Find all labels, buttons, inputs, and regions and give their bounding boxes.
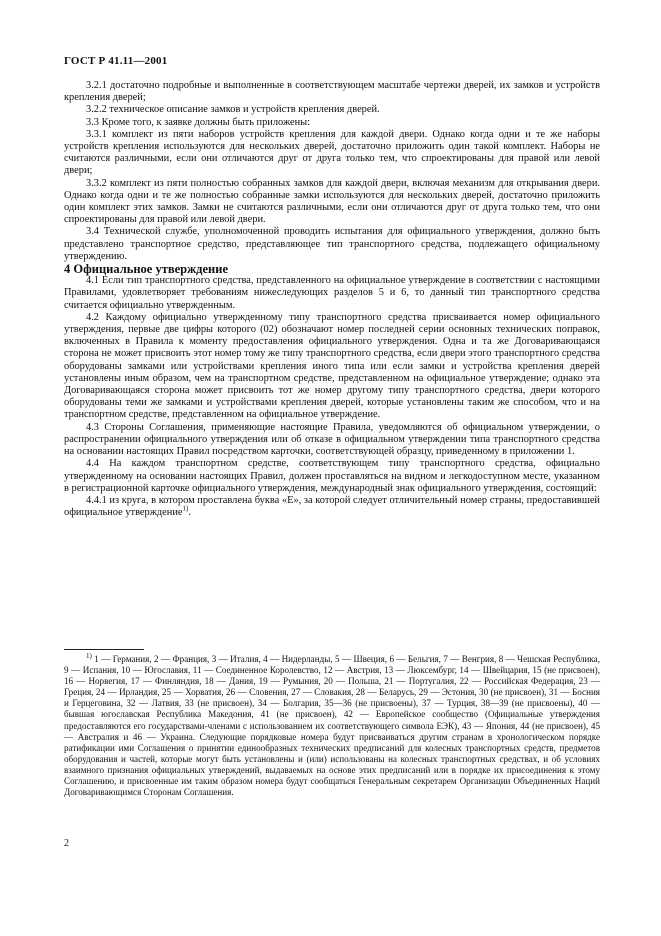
paragraph-3-2-2: 3.2.2 техническое описание замков и устройств крепления дверей. bbox=[86, 104, 380, 116]
footnote-body: 1 — Германия, 2 — Франция, 3 — Италия, 4 — Нидерланды, 5 — Швеция, 6 — Бельгия, 7 — Венгрия, 8 — Чешская Республика, 9 — Испания, 10 — Югославия, 11 — Соединенное Королевство, 12 — Австрия, 13 — Люксембург, 14 — Швейцария, 15 (не присвоен), 16 — Норвегия, 17 — Финляндия, 18 — Дания, 19 — Румыния, 20 — Польша, 21 — Португалия, 22 — Российская Федерация, 23 — Греция, 24 — Ирландия, 25 — Хорватия, 26 — Словения, 27 — Словакия, 28 — Беларусь, 29 — Эстония, 30 (не присвоен), 31 — Босния и Герцеговина, 32 — Латвия, 33 (не присвоен), 34 — Болгария, 35—36 (не присвоены), 37 — Турция, 38—39 (не присвоены), 40 — бывшая югославская Республика Македония, 41 (не присвоен), 42 — Европейское сообщество (Официальные утверждения предоставляются его государствами-членами с использованием их соответствующего символа ЕЭК), 43 — Япония, 44 (не присвоен), 45 — Австралия и 46 — Украина. Следующие порядковые номера будут присваиваться другим странам в хронологическом порядке ратификации ими Соглашения о принятии единообразных технических предписаний для колесных транспортных средств, предметов оборудования и частей, которые могут быть установлены и (или) использованы на колесных транспортных средствах, и об условиях взаимного признания официальных утверждений, выдаваемых на основе этих предписаний или в порядке их присоединения к этому Соглашению, и присвоенные им таким образом номера будут сообщаться Генеральным секретарем Организации Объединенных Наций Договаривающимся Сторонам Соглашения. bbox=[64, 654, 600, 798]
footnote-text bbox=[64, 651, 600, 798]
paragraph-4-4-1: 4.4.1 из круга, в котором проставлена буква «Е», за которой следует отличительный номер страны, предоставившей официальное утверждение$^{1)}$. bbox=[64, 494, 600, 519]
paragraph-4-2: 4.2 Каждому официально утвержденному типу транспортного средства присваивается номер официального утверждения, первые две цифры которого (02) обозначают номер последней серии основных технических поправок, включенных в Правила к моменту предоставления официального утверждения. Одна и та же Договаривающаяся сторона не может присвоить этот номер тому же типу транспортного средства, если двери этого транспортного средства оборудованы замками или устройствами крепления иного типа или если замки и устройства крепления дверей установлены иным образом, чем на транспортном средстве, представленном на официальное утверждение; однако эта Договаривающаяся сторона может присвоить тот же номер другому типу транспортного средства, двери которого оборудованы теми же замками и устройствами крепления дверей, которые установлены таким же способом, что и на транспортном средстве, представленном на официальное утверждение. bbox=[64, 311, 600, 421]
paragraph-4-4-1-text: 4.4.1 из круга, в котором проставлена буква «Е», за которой следует отличительный номер страны, предоставившей официальное утверждение bbox=[64, 494, 600, 519]
paragraph-3-3-2: 3.3.2 комплект из пяти полностью собранных замков для каждой двери, включая механизм для открывания двери. Однако когда одни и те же полностью собранные замки используются для нескольких дверей, достаточно приложить один комплект этих замков. Замки не считаются различными, если они отличаются друг от друга только тем, что они спроектированы для правой или левой двери. bbox=[64, 177, 600, 226]
footnote bbox=[64, 651, 600, 798]
paragraph-3-2-1: 3.2.1 достаточно подробные и выполненные в соответствующем масштабе чертежи дверей, их замков и устройств крепления дверей; bbox=[64, 80, 600, 104]
section-title: 4 Официальное утверждение bbox=[64, 262, 228, 277]
paragraph-3-3: 3.3 Кроме того, к заявке должны быть приложены: bbox=[86, 116, 311, 128]
document-header: ГОСТ Р 41.11—2001 bbox=[64, 55, 168, 67]
document-body bbox=[64, 80, 600, 519]
page-number: 2 bbox=[64, 838, 69, 849]
paragraph-4-3: 4.3 Стороны Соглашения, применяющие настоящие Правила, уведомляются об официальном утверждении, о распространении официального утверждения или об отказе в официальном утверждении типа транспортного средства на основании настоящих Правил посредством карточки, соответствующей образцу, приведенному в приложении 1. bbox=[64, 421, 600, 458]
paragraph-4-4: 4.4 На каждом транспортном средстве, соответствующем типу транспортного средства, официально утвержденному на основании настоящих Правил, должен проставляться на видном и легкодоступном месте, указанном в регистрационной карточке официального утверждения, международный знак официального утверждения, состоящий: bbox=[64, 458, 600, 494]
footnote-marker: 1) bbox=[86, 651, 92, 660]
paragraph-3-4: 3.4 Технической службе, уполномоченной проводить испытания для официального утверждения, должно быть представлено транспортное средство, представляющее тип транспортного средства, подлежащего официальному утверждению. bbox=[64, 226, 600, 262]
footnote-divider bbox=[64, 649, 144, 650]
paragraph-4-1: 4.1 Если тип транспортного средства, представленного на официальное утверждение в соответствии с настоящими Правилами, удовлетворяет требованиям нижеследующих разделов 5 и 6, то данный тип транспортного средства считается официально утвержденным. bbox=[64, 275, 600, 311]
footnote-reference: 1) bbox=[182, 504, 189, 513]
paragraph-3-3-1: 3.3.1 комплект из пяти наборов устройств крепления для каждой двери. Однако когда одни и те же наборы устройств крепления используются для нескольких дверей, достаточно приложить один такой комплект. Наборы не считаются различными, если они отличаются друг от друга только тем, что спроектированы для правой или левой двери; bbox=[64, 128, 600, 177]
